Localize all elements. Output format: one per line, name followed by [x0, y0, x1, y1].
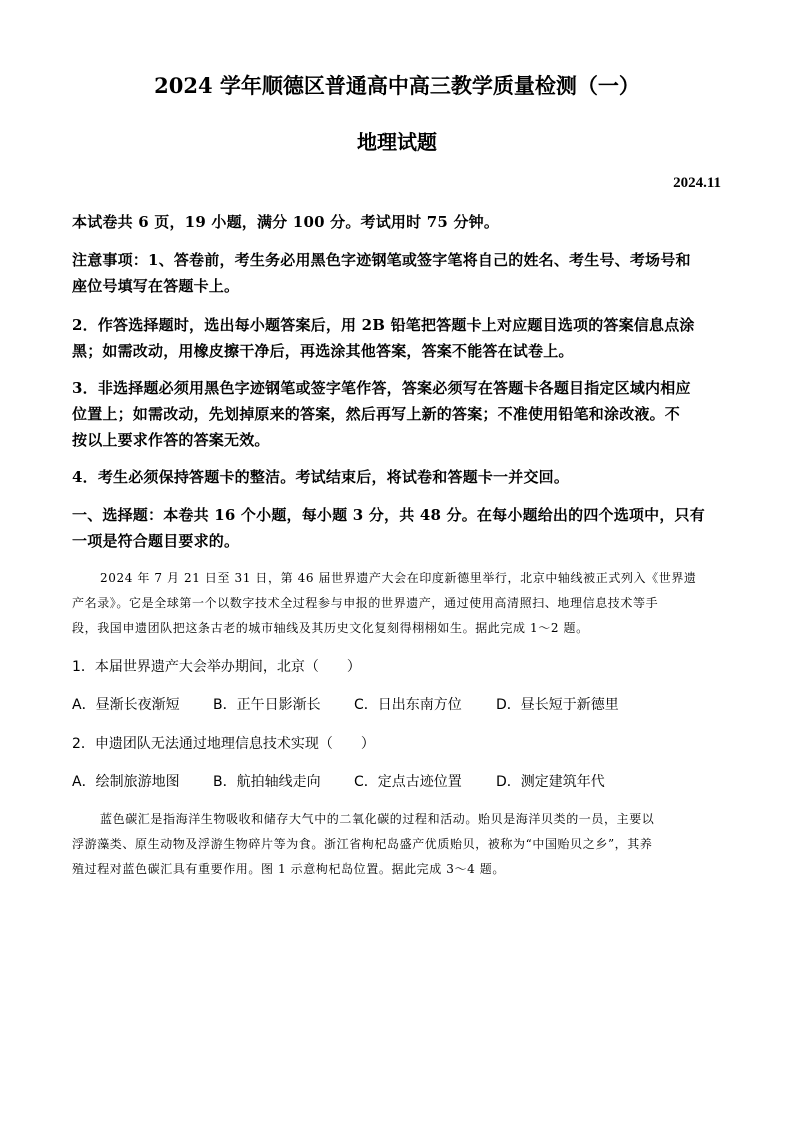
note-4: 4．考生必须保持答题卡的整洁。考试结束后，将试卷和答题卡一并交回。 — [72, 468, 570, 486]
exam-date: 2024.11 — [673, 175, 721, 191]
note-1-line-1: 注意事项：1、答卷前，考生务必用黑色字迹钢笔或签字笔将自己的姓名、考生号、考场号和 — [72, 251, 691, 269]
section-heading-line-2: 一项是符合题目要求的。 — [72, 532, 240, 550]
passage-2-line-3: 殖过程对蓝色碳汇具有重要作用。图 1 示意枸杞岛位置。据此完成 3～4 题。 — [72, 862, 505, 876]
question-1-option-d[interactable]: D．昼长短于新德里 — [496, 697, 619, 713]
note-3-line-3: 按以上要求作答的答案无效。 — [72, 431, 270, 449]
question-2-option-a[interactable]: A．绘制旅游地图 — [72, 774, 180, 790]
exam-title: 2024 学年顺德区普通高中高三教学质量检测（一） — [154, 73, 640, 98]
question-2-option-b[interactable]: B．航拍轴线走向 — [213, 774, 321, 790]
passage-2-line-2: 浮游藻类、原生动物及浮游生物碎片等为食。浙江省枸杞岛盛产优质贻贝，被称为“中国贻贝之乡”，其养 — [72, 837, 653, 851]
question-1-option-b[interactable]: B．正午日影渐长 — [213, 697, 321, 713]
note-1-line-2: 座位号填写在答题卡上。 — [72, 277, 240, 295]
exam-summary: 本试卷共 6 页，19 小题，满分 100 分。考试用时 75 分钟。 — [72, 213, 500, 231]
note-2-line-2: 黑；如需改动，用橡皮擦干净后，再选涂其他答案，答案不能答在试卷上。 — [72, 342, 574, 360]
question-1-option-c[interactable]: C．日出东南方位 — [354, 697, 462, 713]
question-2-option-c[interactable]: C．定点古迹位置 — [354, 774, 462, 790]
question-2-stem: 2．申遗团队无法通过地理信息技术实现（ ） — [72, 736, 375, 752]
section-heading-line-1: 一、选择题：本卷共 16 个小题，每小题 3 分，共 48 分。在每小题给出的四个选项中，只有 — [72, 506, 705, 524]
question-1-option-a[interactable]: A．昼渐长夜渐短 — [72, 697, 180, 713]
note-3-line-2: 位置上；如需改动，先划掉原来的答案，然后再写上新的答案；不准使用铅笔和涂改液。不 — [72, 405, 681, 423]
note-3-line-1: 3．非选择题必须用黑色字迹钢笔或签字笔作答，答案必须写在答题卡各题目指定区域内相应 — [72, 379, 691, 397]
question-1-stem: 1．本届世界遗产大会举办期间，北京（ ） — [72, 659, 361, 675]
note-2-line-1: 2．作答选择题时，选出每小题答案后，用 2B 铅笔把答题卡上对应题目选项的答案信息点涂 — [72, 316, 695, 334]
question-2-option-d[interactable]: D．测定建筑年代 — [496, 774, 605, 790]
passage-1-line-1: 2024 年 7 月 21 日至 31 日，第 46 届世界遗产大会在印度新德里举行，北京中轴线被正式列入《世界遗 — [100, 571, 697, 585]
exam-subject: 地理试题 — [357, 130, 437, 154]
passage-1-line-2: 产名录》。它是全球第一个以数字技术全过程参与申报的世界遗产，通过使用高清照扫、地理信息技术等手 — [72, 596, 659, 610]
passage-1-line-3: 段，我国申遗团队把这条古老的城市轴线及其历史文化复刻得栩栩如生。据此完成 1～2 题。 — [72, 621, 589, 635]
passage-2-line-1: 蓝色碳汇是指海洋生物吸收和储存大气中的二氧化碳的过程和活动。贻贝是海洋贝类的一员，主要以 — [100, 812, 655, 826]
